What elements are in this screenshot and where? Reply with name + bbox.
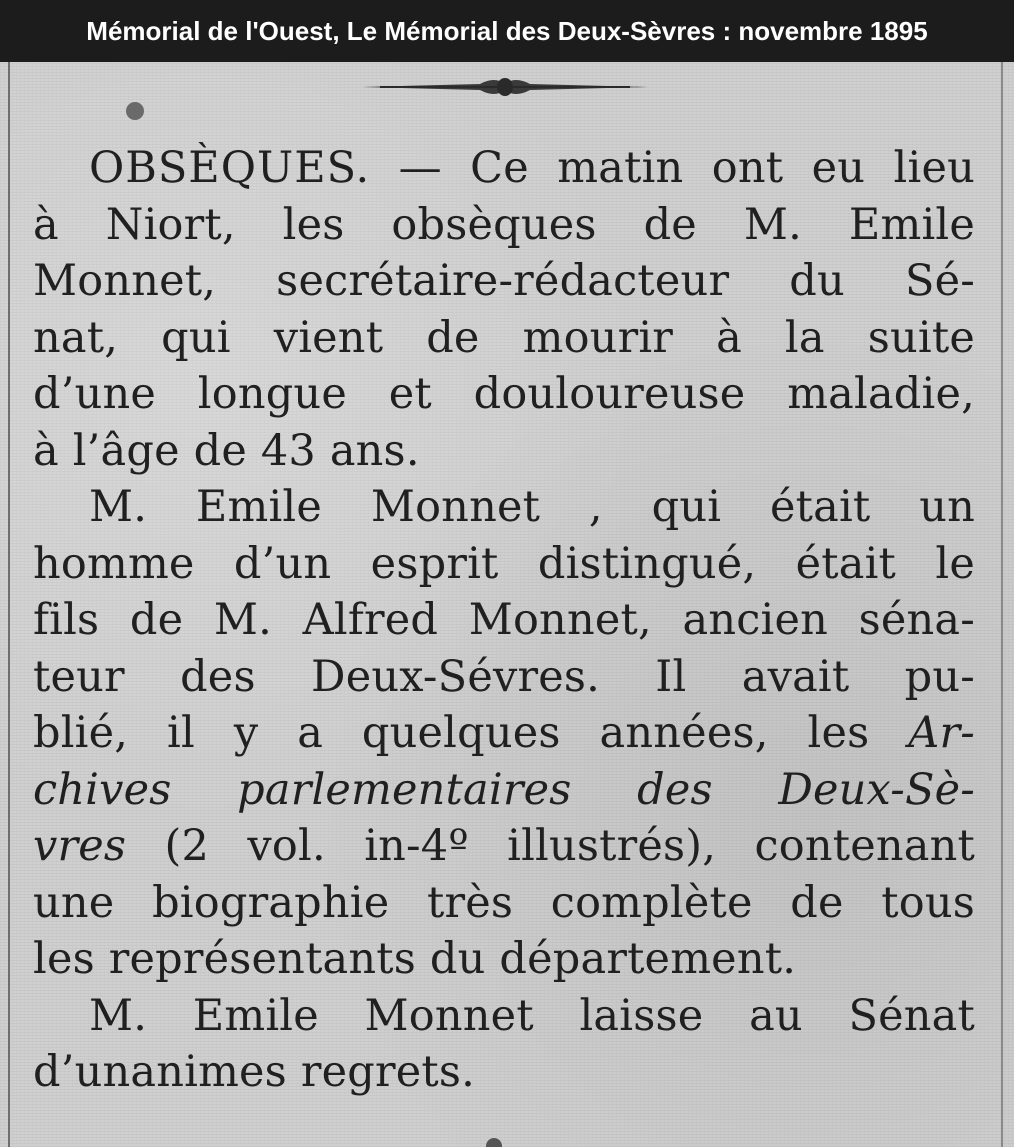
article-line-8: homme d’un esprit distingué, était le xyxy=(33,538,975,589)
article-line-16: M. Emile Monnet laisse au Sénat xyxy=(89,990,975,1041)
article-line-9: fils de M. Alfred Monnet, ancien séna- xyxy=(33,595,975,645)
article-line-1 xyxy=(33,140,975,197)
ornamental-divider xyxy=(360,72,650,102)
article-text: blié, il y a quelques années, les xyxy=(33,708,909,758)
article-line-2: à Niort, les obsèques de M. Emile xyxy=(33,199,975,250)
article-italic-title: Ar- xyxy=(908,708,975,758)
article-line-3: Monnet, secrétaire-rédacteur du Sé- xyxy=(33,256,975,306)
article-line-17: d’unanimes regrets. xyxy=(33,1047,475,1097)
article-line-6: à l’âge de 43 ans. xyxy=(33,425,420,476)
article-line-7: M. Emile Monnet , qui était un xyxy=(89,482,975,532)
article-line-4: nat, qui vient de mourir à la suite xyxy=(33,312,975,363)
ink-mark xyxy=(486,1138,502,1147)
article-text: (2 vol. in-4º illustrés), contenant xyxy=(126,821,975,871)
column-rule-left xyxy=(8,62,10,1147)
article-line-11 xyxy=(33,705,975,762)
article-line-10: teur des Deux-Sévres. Il avait pu- xyxy=(33,651,975,702)
source-caption: Mémorial de l'Ouest, Le Mémorial des Deux-Sèvres : novembre 1895 xyxy=(0,0,1014,62)
newspaper-clipping xyxy=(0,62,1014,1147)
article-line-12: chives parlementaires des Deux-Sè- xyxy=(33,764,975,815)
article-italic-title: vres xyxy=(33,821,127,871)
article-body xyxy=(33,140,975,1101)
article-line-13 xyxy=(33,818,975,875)
article-line-5: d’une longue et douloureuse maladie, xyxy=(33,369,975,419)
ink-speck xyxy=(126,102,144,120)
column-rule-right xyxy=(1001,62,1003,1147)
article-text: — Ce matin ont eu lieu xyxy=(370,143,975,193)
article-line-14: une biographie très complète de tous xyxy=(33,877,975,928)
article-heading: OBSÈQUES. xyxy=(89,143,371,193)
article-line-15: les représentants du département. xyxy=(33,934,797,984)
